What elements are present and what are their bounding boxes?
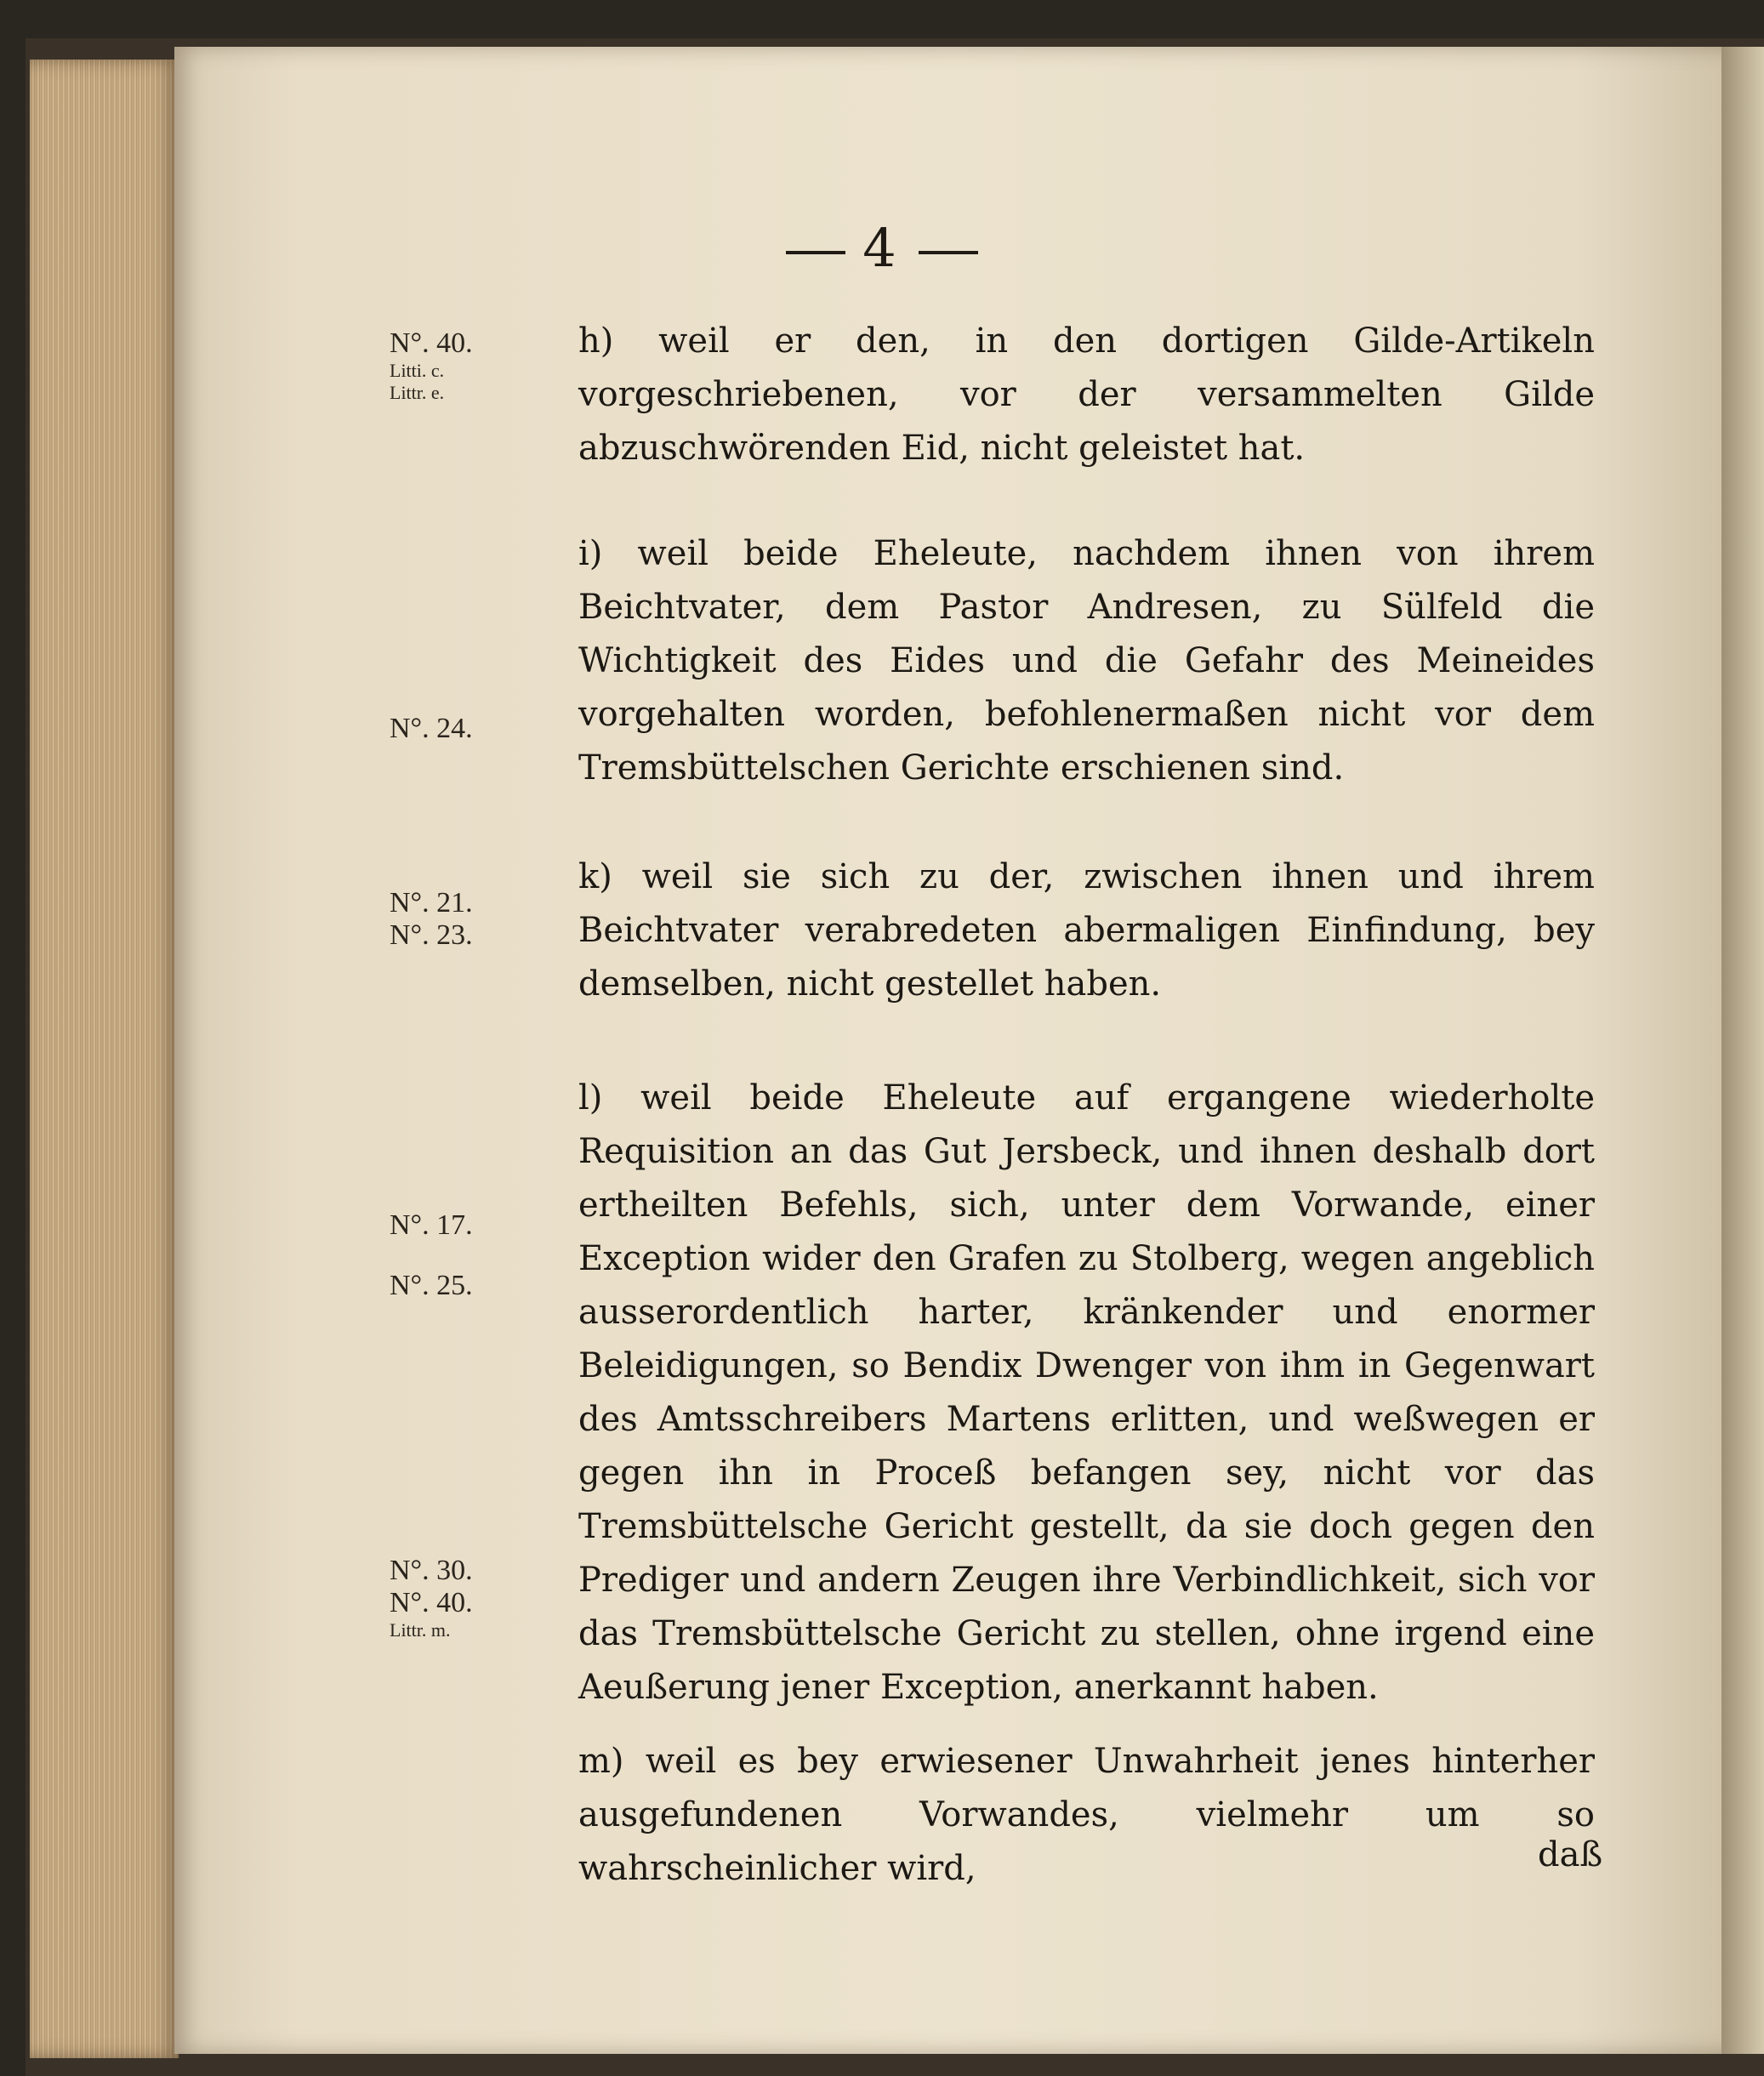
margin-note-line: N°. 30. bbox=[390, 1555, 473, 1586]
margin-note-line: Littr. e. bbox=[390, 382, 445, 403]
page-edges bbox=[30, 60, 179, 2058]
margin-note-line: N°. 40. bbox=[390, 1587, 473, 1618]
paragraph-m: m) weil es bey erwiesener Unwahrheit jenes hinterher ausgefundenen Vorwandes, vielmehr um so wahrscheinlicher wird, bbox=[578, 1742, 1595, 1888]
margin-note-line: Litti. c. bbox=[390, 360, 445, 381]
margin-note-line: N°. 23. bbox=[390, 919, 473, 951]
margin-note-line: N°. 25. bbox=[390, 1270, 473, 1301]
margin-note-line: N°. 40. bbox=[390, 327, 473, 359]
catchword: daß bbox=[1538, 1835, 1603, 1874]
margin-note bbox=[390, 327, 473, 404]
page-number: 4 bbox=[862, 217, 902, 279]
header-dash-right bbox=[919, 251, 978, 254]
page-header bbox=[0, 217, 1764, 279]
margin-note bbox=[390, 1270, 473, 1302]
next-page-edge bbox=[1721, 47, 1764, 2054]
paragraph-l: l) weil beide Eheleute auf ergangene wiederholte Requisition an das Gut Jersbeck, und ihnen deshalb dort ertheilten Befehls, sich, unter dem Vorwande, einer Exception wider den Grafen zu Stolberg, wegen angeblich ausserordentlich harter, kränkender und enormer Beleidigungen, so Bendix Dwenger von ihm in Gegenwart des Amtsschreibers Martens erlitten, und weßwegen er gegen ihn in Proceß befangen sey, nicht vor das Tremsbüttelsche Gericht gestellt, da sie doch gegen den Prediger und andern Zeugen ihre Verbindlichkeit, sich vor das Tremsbüttelsche Gericht zu stellen, ohne irgend eine Aeußerung jener Exception, anerkannt haben. bbox=[578, 1078, 1595, 1707]
paragraph-h: h) weil er den, in den dortigen Gilde-Artikeln vorgeschriebenen, vor der versammelten Gilde abzuschwörenden Eid, nicht geleistet hat. bbox=[578, 321, 1595, 468]
margin-note bbox=[390, 1209, 473, 1242]
header-dash-left bbox=[786, 251, 845, 254]
margin-note-line: N°. 21. bbox=[390, 887, 473, 919]
margin-note bbox=[390, 1555, 473, 1641]
margin-note-line: N°. 24. bbox=[390, 713, 473, 744]
paragraph-i: i) weil beide Eheleute, nachdem ihnen von ihrem Beichtvater, dem Pastor Andresen, zu Sülfeld die Wichtigkeit des Eides und die Gefahr des Meineides vorgehalten worden, befohlenermaßen nicht vor dem Tremsbüttelschen Gerichte erschienen sind. bbox=[578, 534, 1595, 788]
margin-note bbox=[390, 713, 473, 745]
margin-note-line: Littr. m. bbox=[390, 1619, 451, 1641]
margin-note bbox=[390, 887, 473, 952]
paragraph-k: k) weil sie sich zu der, zwischen ihnen und ihrem Beichtvater verabredeten abermaligen Einfindung, bey demselben, nicht gestellet haben. bbox=[578, 857, 1595, 1004]
margin-note-line: N°. 17. bbox=[390, 1209, 473, 1241]
